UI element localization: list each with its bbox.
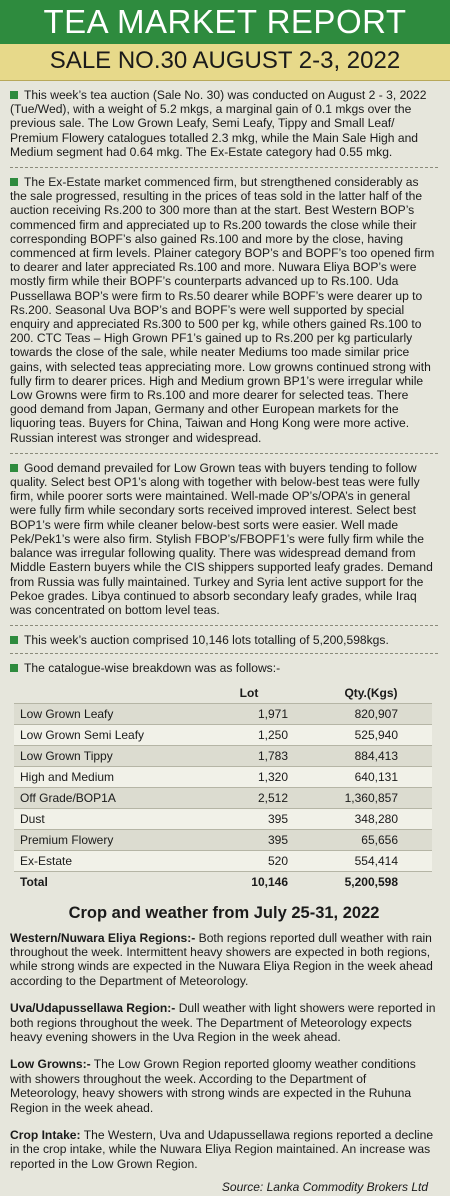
row-qty: 820,907 <box>310 703 432 724</box>
crop-region-label: Western/Nuwara Eliya Regions:- <box>10 930 196 945</box>
row-qty: 525,940 <box>310 724 432 745</box>
table-header-row <box>14 684 432 704</box>
row-qty: 1,360,857 <box>310 787 432 808</box>
paragraph-text: This week’s tea auction (Sale No. 30) was conducted on August 2 - 3, 2022 (Tue/Wed), with a weight of 5.2 mkgs, a marginal gain of 0.1 mkgs over the previous sale. The Low Grown Leafy, Semi Leafy, Tippy and Small Leaf/ Premium Flowery catalogues totalled 2.3 mkg, while the Main Sale High and Medium segment had 0.64 mkg. The Ex-Estate category had 0.55 mkg. <box>10 88 427 159</box>
crop-weather-section <box>10 931 438 1172</box>
paragraph-ex-estate <box>10 168 438 453</box>
row-qty: 348,280 <box>310 808 432 829</box>
row-qty: 554,414 <box>310 850 432 871</box>
row-category: Off Grade/BOP1A <box>14 787 188 808</box>
row-qty: 640,131 <box>310 766 432 787</box>
total-label: Total <box>14 871 188 892</box>
column-header-category <box>14 684 188 704</box>
row-category: Dust <box>14 808 188 829</box>
row-qty: 65,656 <box>310 829 432 850</box>
row-category: Low Grown Tippy <box>14 745 188 766</box>
row-lot: 1,250 <box>188 724 310 745</box>
table-row <box>14 766 432 787</box>
crop-weather-heading: Crop and weather from July 25-31, 2022 <box>68 903 380 922</box>
row-lot: 2,512 <box>188 787 310 808</box>
crop-region-text: Both regions reported dull weather with rain throughout the week. Intermittent heavy showers are expected in both regions, while strong winds are expected in the Nuwara Eliya Region in the week ahead according to the Department of Meteorology. <box>10 930 433 988</box>
row-category: Low Grown Leafy <box>14 703 188 724</box>
crop-region-text: Dull weather with light showers were reported in both regions throughout the week. The Department of Meteorology expects heavy evening showers in the Uva Region in the week ahead. <box>10 1001 436 1044</box>
table-total-row <box>14 871 432 892</box>
column-header-lot: Lot <box>188 684 310 704</box>
row-qty: 884,413 <box>310 745 432 766</box>
crop-paragraph-intake <box>10 1128 438 1171</box>
crop-region-label: Crop Intake: <box>10 1127 81 1142</box>
square-bullet-icon <box>10 636 18 644</box>
report-title: TEA MARKET REPORT <box>0 0 450 44</box>
row-lot: 1,320 <box>188 766 310 787</box>
table-row <box>14 745 432 766</box>
table-row <box>14 829 432 850</box>
row-lot: 1,971 <box>188 703 310 724</box>
table-row <box>14 808 432 829</box>
crop-region-label: Low Growns:- <box>10 1057 91 1072</box>
row-lot: 395 <box>188 829 310 850</box>
crop-paragraph-western <box>10 931 438 989</box>
square-bullet-icon <box>10 178 18 186</box>
row-lot: 520 <box>188 850 310 871</box>
table-row <box>14 787 432 808</box>
square-bullet-icon <box>10 664 18 672</box>
lots-summary-text: This week’s auction comprised 10,146 lots totalling of 5,200,598kgs. <box>24 633 389 648</box>
total-qty: 5,200,598 <box>310 871 432 892</box>
table-row <box>14 850 432 871</box>
crop-paragraph-low-grown <box>10 1057 438 1115</box>
row-category: Low Grown Semi Leafy <box>14 724 188 745</box>
total-lot: 10,146 <box>188 871 310 892</box>
paragraph-text: Good demand prevailed for Low Grown teas with buyers tending to follow quality. Select best OP1’s along with together with below-best teas were fully firm, while poorer sorts were maintained. Well-made OP’s/OPA’s in general were fully firm while secondary sorts received improved interest. Select best BOP1’s were firm while cleaner below-best sorts were easier. Well made Pek/Pek1’s were also firm. Stylish FBOP’s/FBOPF1’s were fully firm while the balance was irregular following quality. There was widespread demand from Middle Eastern buyers while the CIS shippers supported leafy grades. Demand from Russia was fully maintained. Turkey and Syria lent active support for the Pekoe grades. Libya continued to absorb secondary leafy grades, while Iraq was concentrated on bottom level teas. <box>10 460 433 617</box>
square-bullet-icon <box>10 464 18 472</box>
paragraph-sale-overview <box>10 81 438 167</box>
row-category: High and Medium <box>14 766 188 787</box>
sale-subtitle: SALE NO.30 AUGUST 2-3, 2022 <box>0 44 450 81</box>
row-lot: 1,783 <box>188 745 310 766</box>
row-lot: 395 <box>188 808 310 829</box>
paragraph-text: The Ex-Estate market commenced firm, but strengthened considerably as the sale progressed, resulting in the prices of teas sold in the latter half of the auction receiving Rs.200 to 300 more than at the start. Best Western BOP’s commenced firm and appreciated up to Rs.200 towards the close while their corresponding BOPF’s also gained Rs.100 and more by the close, having commenced at firm levels. Plainer category BOP’s and BOPF’s too opened firm to dearer and later appreciated Rs.100 and more. Nuwara Eliya BOP’s were mostly firm while their BOPF’s counterparts advanced up to Rs.100. Uda Pussellawa BOP’s were firm to Rs.50 dearer while BOPF’s were dearer up to Rs.200. Seasonal Uva BOP’s and BOPF’s were well supported by special enquiry and appreciated Rs.300 to 500 per kg, while others gained Rs.100 to 200. CTC Teas – High Grown PF1’s gained up to Rs.200 per kg particularly towards the close of the sale, while neater Mediums too made similar price gains, with selected teas appreciating more. Low growns continued strong with fully firm to dearer prices. High and Medium grown BP1’s were irregular while Low Growns were firm to Rs.100 and more dearer for selected teas. There good demand from Japan, Germany and other European markets for the liquoring teas. Buyers for China, Taiwan and Hong Kong were more active. Russian interest was stronger and widespread. <box>10 175 435 445</box>
column-header-qty: Qty.(Kgs) <box>310 684 432 704</box>
row-category: Ex-Estate <box>14 850 188 871</box>
row-category: Premium Flowery <box>14 829 188 850</box>
crop-region-text: The Low Grown Region reported gloomy weather conditions with showers throughout the week. According to the Department of Meteorology, heavy showers with strong winds are expected in the Ruhuna Region in the week ahead. <box>10 1057 416 1115</box>
breakdown-intro <box>10 654 438 681</box>
report-body <box>0 81 450 1194</box>
breakdown-intro-text: The catalogue-wise breakdown was as follows:- <box>24 661 281 676</box>
square-bullet-icon <box>10 91 18 99</box>
paragraph-low-grown <box>10 454 438 625</box>
crop-paragraph-uva <box>10 1001 438 1044</box>
lots-summary <box>10 626 438 653</box>
crop-region-text: The Western, Uva and Udapussellawa regions reported a decline in the crop intake, while the Nuwara Eliya Region maintained. An increase was reported in the Low Grown Region. <box>10 1127 434 1171</box>
table-row <box>14 703 432 724</box>
source-credit: Source: Lanka Commodity Brokers Ltd <box>221 1180 428 1195</box>
crop-region-label: Uva/Udapussellawa Region:- <box>10 1001 176 1016</box>
catalogue-breakdown-table <box>14 684 432 892</box>
table-row <box>14 724 432 745</box>
